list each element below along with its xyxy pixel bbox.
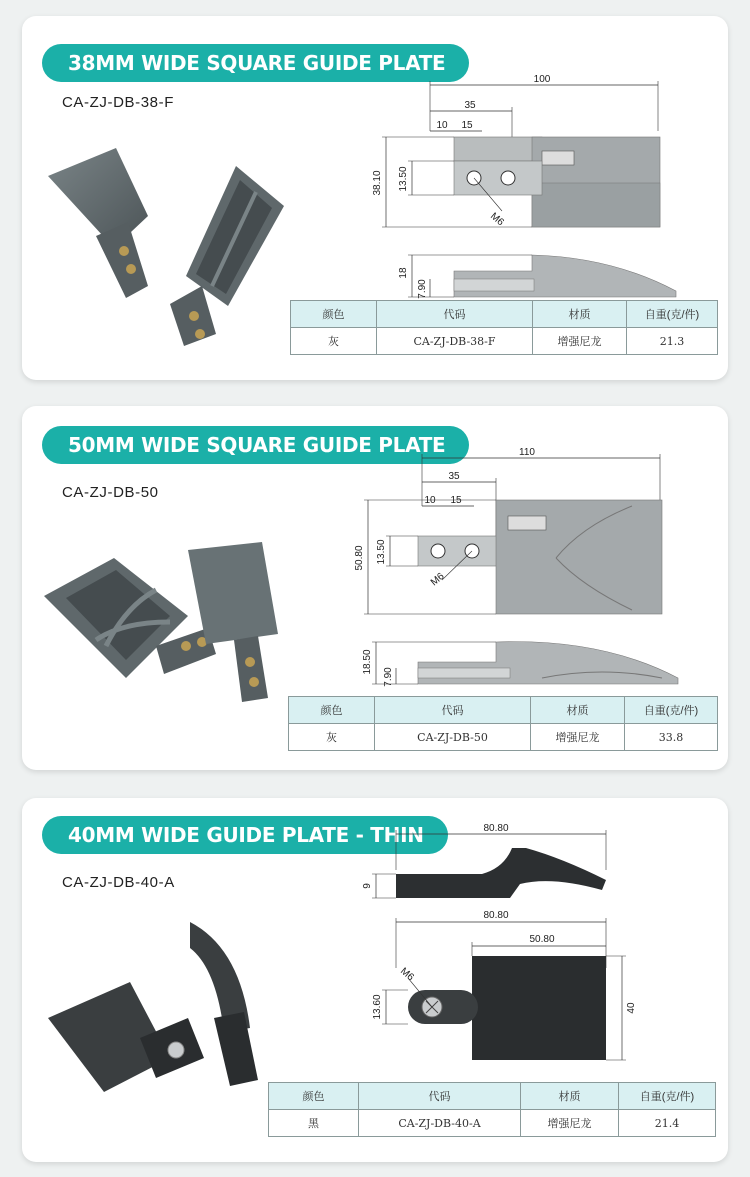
product-card-38 [22, 16, 728, 380]
header-code: 代码 [359, 1083, 521, 1110]
dim-side1: 18.50 [362, 649, 373, 675]
table-header-row [269, 1083, 716, 1110]
product-title: 40MM WIDE GUIDE PLATE - THIN [42, 816, 448, 854]
cell-code: CA-ZJ-DB-50 [375, 724, 531, 751]
product-model: CA-ZJ-DB-40-A [62, 874, 175, 891]
cell-code: CA-ZJ-DB-38-F [377, 328, 533, 355]
cell-weight: 21.3 [627, 328, 718, 355]
cell-material: 增强尼龙 [521, 1110, 619, 1137]
dim-plate-h: 40 [626, 1002, 637, 1014]
cell-code: CA-ZJ-DB-40-A [359, 1110, 521, 1137]
dim-top-len: 80.80 [483, 910, 509, 921]
dim-thick: 9 [362, 883, 373, 889]
technical-drawing [342, 446, 722, 726]
cell-color: 灰 [291, 328, 377, 355]
spec-table [290, 300, 718, 355]
table-row [291, 328, 718, 355]
header-color: 颜色 [289, 697, 375, 724]
product-photo [36, 536, 296, 736]
dim-side2: 7.90 [417, 279, 428, 299]
cell-color: 灰 [289, 724, 375, 751]
header-code: 代码 [375, 697, 531, 724]
product-model: CA-ZJ-DB-50 [62, 484, 159, 501]
header-material: 材质 [521, 1083, 619, 1110]
product-photo [36, 136, 296, 356]
technical-drawing [352, 818, 692, 1078]
dim-height: 50.80 [354, 545, 365, 571]
dim-hole: 13.50 [398, 166, 409, 192]
dim-side-len: 80.80 [483, 823, 509, 834]
dim-10: 10 [424, 495, 436, 506]
dim-height: 38.10 [372, 170, 383, 196]
header-weight: 自重(克/件) [627, 301, 718, 328]
product-model: CA-ZJ-DB-38-F [62, 94, 174, 111]
dim-side2: 7.90 [383, 667, 394, 687]
dim-hole: 13.50 [376, 539, 387, 565]
header-code: 代码 [377, 301, 533, 328]
dim-plate-w: 50.80 [529, 934, 555, 945]
dim-35: 35 [448, 471, 460, 482]
cell-weight: 33.8 [625, 724, 718, 751]
dim-total: 100 [533, 74, 551, 85]
product-title: 50MM WIDE SQUARE GUIDE PLATE [42, 426, 469, 464]
header-material: 材质 [533, 301, 627, 328]
dim-side1: 18 [398, 267, 409, 279]
product-photo [40, 908, 280, 1108]
cell-material: 增强尼龙 [533, 328, 627, 355]
dim-thread: M6 [488, 210, 506, 229]
dim-thread: M6 [398, 965, 416, 984]
spec-table [288, 696, 718, 751]
cell-material: 增强尼龙 [531, 724, 625, 751]
table-header-row [291, 301, 718, 328]
header-color: 颜色 [291, 301, 377, 328]
header-material: 材质 [531, 697, 625, 724]
cell-color: 黑 [269, 1110, 359, 1137]
header-weight: 自重(克/件) [619, 1083, 716, 1110]
cell-weight: 21.4 [619, 1110, 716, 1137]
spec-table [268, 1082, 716, 1137]
product-card-50 [22, 406, 728, 770]
product-title: 38MM WIDE SQUARE GUIDE PLATE [42, 44, 469, 82]
header-weight: 自重(克/件) [625, 697, 718, 724]
table-row [269, 1110, 716, 1137]
dim-thread: M6 [428, 570, 447, 589]
dim-tab-h: 13.60 [372, 994, 383, 1020]
dim-15: 15 [461, 120, 473, 131]
product-card-40 [22, 798, 728, 1162]
dim-10: 10 [436, 120, 448, 131]
dim-total: 110 [519, 447, 535, 458]
table-row [289, 724, 718, 751]
dim-35: 35 [464, 100, 476, 111]
header-color: 颜色 [269, 1083, 359, 1110]
dim-15: 15 [450, 495, 462, 506]
table-header-row [289, 697, 718, 724]
